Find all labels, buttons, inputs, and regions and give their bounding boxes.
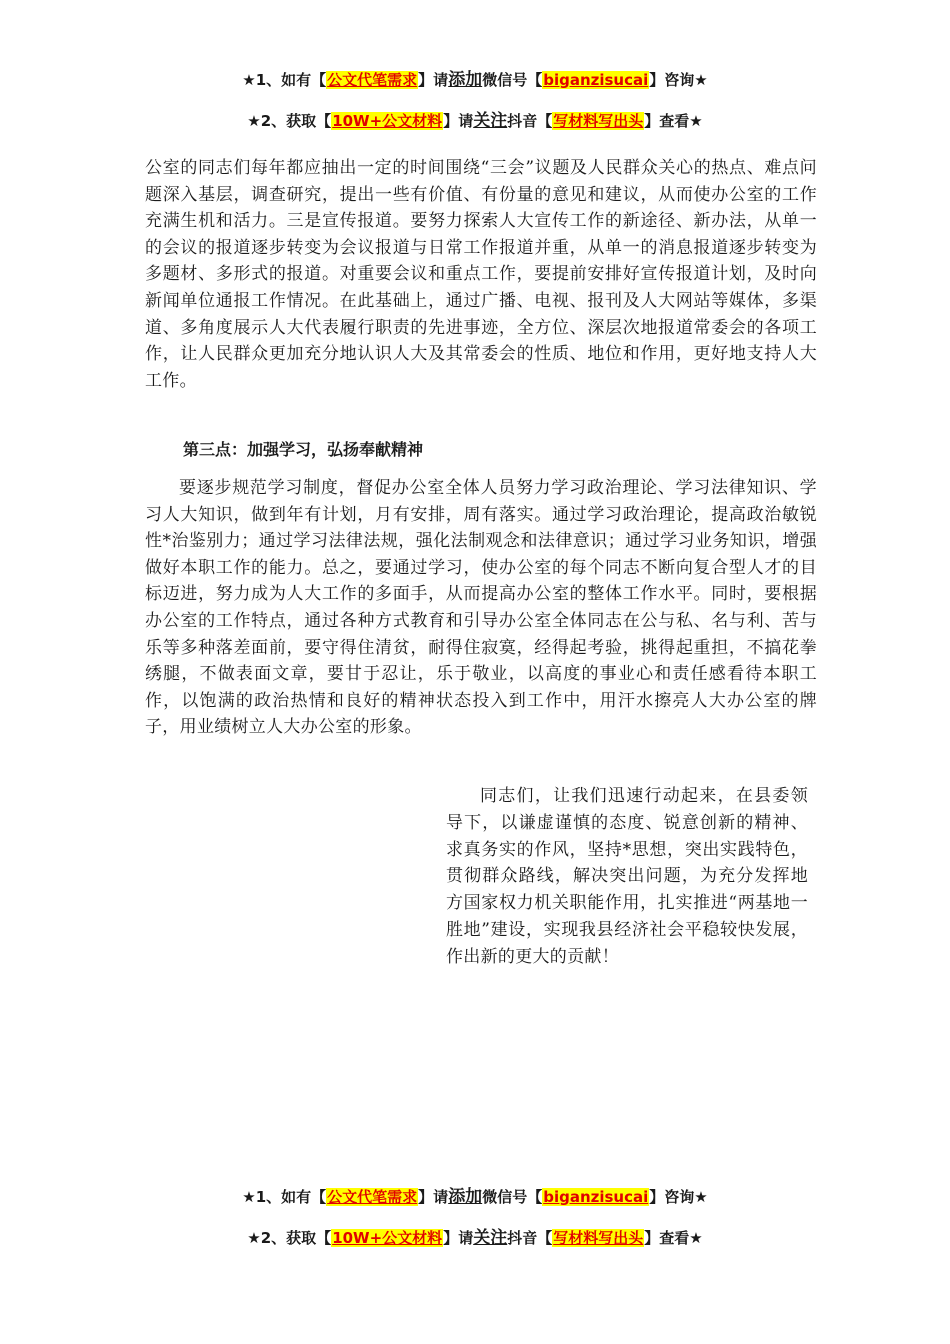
banner-text: 】请 (443, 1229, 474, 1247)
highlight-douyin-id: 写材料写出头 (553, 1229, 644, 1247)
emphasis-text: 关注 (473, 111, 508, 131)
bottom-banner-line-2 (0, 1227, 950, 1249)
banner-text: 抖音【 (507, 1229, 553, 1247)
banner-text: 】请 (418, 71, 449, 89)
body-paragraph-2: 要逐步规范学习制度，督促办公室全体人员努力学习政治理论、学习法律知识、学习人大知识，做到年有计划，月有安排，周有落实。通过学习政治理论，提高政治敏锐性*治鉴别力；通过学习法律法规，强化法制观念和法律意识；通过学习业务知识，增强做好本职工作的能力。总之，要通过学习，使办公室的每个同志不断向复合型人才的目标迈进，努力成为人大工作的多面手，从而提高办公室的整体工作水平。同时，要根据办公室的工作特点，通过各种方式教育和引导办公室全体同志在公与私、名与利、苦与乐等多种落差面前，要守得住清贫，耐得住寂寞，经得起考验，挑得起重担，不搞花拳绣腿，不做表面文章，要甘于忍让，乐于敬业，以高度的事业心和责任感看待本职工作，以饱满的政治热情和良好的精神状态投入到工作中，用汗水擦亮人大办公室的牌子，用业绩树立人大办公室的形象。 (145, 478, 817, 738)
highlight-materials: 10W+公文材料 (332, 112, 443, 130)
banner-text: 微信号【 (482, 1188, 543, 1206)
highlight-douyin-id: 写材料写出头 (553, 112, 644, 130)
banner-suffix: 】查看★ (644, 112, 703, 130)
banner-prefix: ★2、获取【 (247, 1229, 332, 1247)
banner-text: 】请 (443, 112, 474, 130)
banner-prefix: ★1、如有【 (242, 71, 327, 89)
emphasis-text: 添加 (448, 70, 483, 90)
highlight-wechat-id: biganzisucai (543, 71, 649, 89)
emphasis-text: 添加 (448, 1187, 483, 1207)
banner-prefix: ★2、获取【 (247, 112, 332, 130)
banner-text: 抖音【 (507, 112, 553, 130)
bottom-banner-line-1 (0, 1186, 950, 1208)
banner-prefix: ★1、如有【 (242, 1188, 327, 1206)
closing-paragraph: 同志们，让我们迅速行动起来，在县委领导下，以谦虚谨慎的态度、锐意创新的精神、求真务实的作风，坚持*思想，突出实践特色，贯彻群众路线，解决突出问题，为充分发挥地方国家权力机关职能作用，扎实推进“两基地一胜地”建设，实现我县经济社会平稳较快发展，作出新的更大的贡献！ (446, 786, 808, 967)
emphasis-text: 关注 (473, 1228, 508, 1248)
banner-suffix: 】咨询★ (649, 1188, 708, 1206)
banner-suffix: 】查看★ (644, 1229, 703, 1247)
highlight-service: 公文代笔需求 (327, 1188, 418, 1206)
highlight-service: 公文代笔需求 (327, 71, 418, 89)
highlight-materials: 10W+公文材料 (332, 1229, 443, 1247)
highlight-wechat-id: biganzisucai (543, 1188, 649, 1206)
banner-suffix: 】咨询★ (649, 71, 708, 89)
top-banner-line-2 (0, 110, 950, 132)
banner-text: 微信号【 (482, 71, 543, 89)
banner-text: 】请 (418, 1188, 449, 1206)
body-paragraph-1: 公室的同志们每年都应抽出一定的时间围绕“三会”议题及人民群众关心的热点、难点问题深入基层，调查研究，提出一些有价值、有份量的意见和建议，从而使办公室的工作充满生机和活力。三是宣传报道。要努力探索人大宣传工作的新途径、新办法，从单一的会议的报道逐步转变为会议报道与日常工作报道并重，从单一的消息报道逐步转变为多题材、多形式的报道。对重要会议和重点工作，要提前安排好宣传报道计划，及时向新闻单位通报工作情况。在此基础上，通过广播、电视、报刊及人大网站等媒体，多渠道、多角度展示人大代表履行职责的先进事迹，全方位、深层次地报道常委会的各项工作，让人民群众更加充分地认识人大及其常委会的性质、地位和作用，更好地支持人大工作。 (145, 158, 817, 391)
section-heading-3: 第三点：加强学习，弘扬奉献精神 (183, 440, 424, 459)
top-banner-line-1 (0, 69, 950, 91)
